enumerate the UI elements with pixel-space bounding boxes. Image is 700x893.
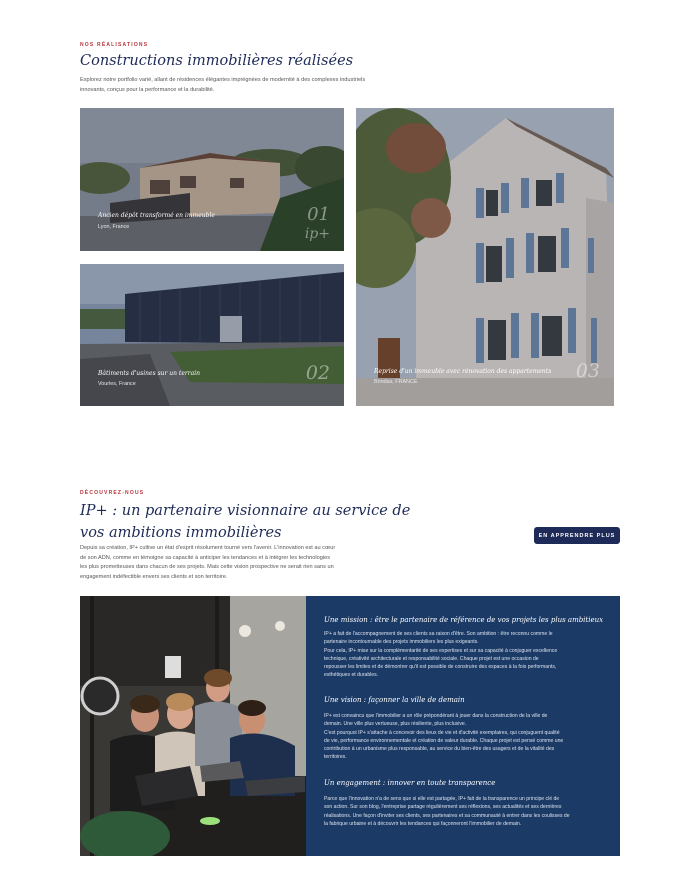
- project-number: 01: [307, 204, 330, 225]
- project-card-1[interactable]: [80, 108, 344, 251]
- mission-text: IP+ a fait de l'accompagnement de ses clients sa raison d'être. Son ambition : être reconnu comme le partenaire incontournable des projets immobiliers les plus exigeants. Pour cela, IP+ mise sur la complémentarité de ses expertises et sur sa capacité à conjuguer excellence technique, créativité architecturale et responsabilité sociale. Chaque projet est une occasion de repousser les limites et de démontrer qu'il est possible de construire des espaces à la fois performants, esthétiques et durables.: [324, 631, 558, 679]
- values-panel: [306, 596, 620, 856]
- realisations-eyebrow: NOS RÉALISATIONS: [80, 42, 149, 48]
- project-title: Reprise d'un immeuble avec rénovation des appartements: [374, 368, 552, 375]
- project-title: Ancien dépôt transformé en immeuble: [98, 212, 215, 219]
- mission-heading: Une mission : être le partenaire de référence de vos projets les plus ambitieux: [324, 616, 604, 624]
- learn-more-button[interactable]: EN APPRENDRE PLUS: [534, 527, 620, 544]
- partner-paragraph: Depuis sa création, IP+ cultive un état d'esprit résolument tourné vers l'avenir. L'innovation est au cœur de son ADN, comme en témoigne sa capacité à anticiper les tendances et à intégrer les technologies les plus prometteuses dans chacun de ses projets. Mais cette vision prospective ne serait rien sans un engagement indéfectible envers ses clients et son territoire.: [80, 545, 336, 580]
- engagement-heading: Un engagement : innover en toute transparence: [324, 779, 496, 787]
- ip-logo-watermark: ip+: [304, 226, 330, 242]
- vision-text: IP+ est convaincu que l'immobilier a un rôle prépondérant à jouer dans la construction de la ville de demain. Une ville plus vertueuse, plus résiliente, plus inclusive. C'est pourquoi IP+ s'attache à concevoir des lieux de vie et d'activité exemplaires, qui conjuguent qualité de vie, performance environnementale et création de valeur durable. Chaque projet est pensé comme une contribution à un urbanisme plus responsable, au service du bien-être des usagers et de la vitalité des territoires.: [324, 713, 564, 761]
- project-location: Brindas, FRANCE: [374, 379, 418, 385]
- partner-title: IP+ : un partenaire visionnaire au service de vos ambitions immobilières: [80, 503, 411, 541]
- vision-heading: Une vision : façonner la ville de demain: [324, 696, 465, 704]
- project-number: 02: [305, 362, 330, 384]
- partner-eyebrow: DÉCOUVREZ-NOUS: [80, 490, 145, 496]
- team-photo: [80, 596, 307, 856]
- project-card-2[interactable]: [80, 264, 344, 406]
- project-number: 03: [575, 360, 600, 382]
- project-title: Bâtiments d'usines sur un terrain: [98, 370, 200, 377]
- realisations-title: Constructions immobilières réalisées: [80, 53, 354, 69]
- realisations-intro: Explorez notre portfolio varié, allant de résidences élégantes imprégnées de modernité à des complexes industriels innovants, conçus pour la performance et la durabilité.: [80, 77, 366, 93]
- project-location: Lyon, France: [98, 224, 130, 230]
- project-location: Vourles, France: [98, 381, 136, 387]
- engagement-text: Parce que l'innovation n'a de sens que si elle est partagée, IP+ fait de la transparence un principe clé de son action. Sur son blog, l'entreprise partage régulièrement ses réflexions, ses actualités et ses dernières réalisations. Une façon d'inviter ses clients, ses partenaires et sa communauté à entrer dans les coulisses de la fabrique urbaine et à découvrir les tendances qui façonneront l'immobilier de demain.: [324, 796, 570, 827]
- project-card-3[interactable]: [356, 108, 614, 406]
